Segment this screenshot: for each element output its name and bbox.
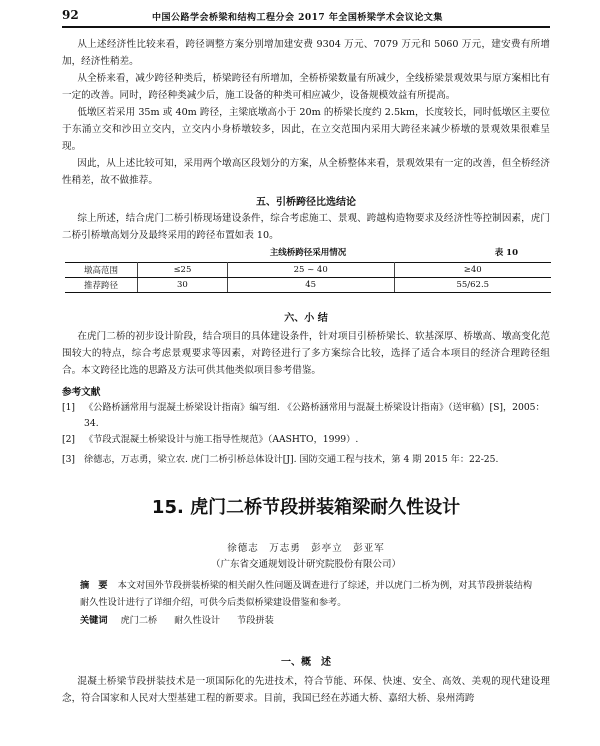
reference-text: 徐德志，万志勇，梁立农. 虎门二桥引桥总体设计[J]. 国防交通工程与技术，第 4 期 2015 年：22-25.: [84, 454, 499, 465]
article-authors: 徐德志 万志勇 彭亭立 彭亚军: [227, 543, 385, 554]
table-row: [65, 278, 551, 293]
table-cell: ≤25: [138, 263, 228, 278]
reference-text: 《公路桥涵常用与混凝土桥梁设计指南》编写组. 《公路桥涵常用与混凝土桥梁设计指南》（送审稿）[S]，2005：34.: [84, 402, 545, 429]
page-number: 92: [62, 8, 79, 22]
paragraph-landscape: 从全桥来看，减少跨径种类后，桥梁跨径有所增加，全桥桥梁数量有所减少，全线桥梁景观效果与原方案相比有一定的改善。同时，跨径种类减少后，施工设备的种类可相应减少，设备规模效益有所提高。: [62, 73, 550, 101]
article-affiliation: （广东省交通规划设计研究院股份有限公司）: [210, 559, 401, 570]
article-title: 15. 虎门二桥节段拼装箱梁耐久性设计: [151, 497, 461, 518]
keyword: 耐久性设计: [174, 615, 221, 626]
row-label: 墩高范围: [65, 263, 138, 278]
table-row: [65, 263, 551, 278]
reference-text: 《节段式混凝土桥梁设计与施工指导性规范》（AASHTO，1999）.: [84, 434, 359, 445]
page-header: [62, 8, 550, 26]
table-cell: 30: [138, 278, 228, 293]
abstract-label: 摘 要: [80, 580, 108, 591]
table-cell: 55/62.5: [394, 278, 551, 293]
keywords-label: 关键词: [80, 615, 108, 626]
paragraph-low-pier: 低墩区若采用 35m 或 40m 跨径，主梁底墩高小于 20m 的桥梁长度约 2.5km，长度较长，同时低墩区主要位于东涌立交和沙田立交内，立交内小身桥墩较多，因此，在立交范围内采用大跨径来减少桥墩的景观效果很难呈现。: [62, 107, 550, 152]
reference-number: [2]: [62, 434, 76, 445]
paragraph-economy: 从上述经济性比较来看，跨径调整方案分别增加建安费 9304 万元、7079 万元和 5060 万元，建安费有所增加，经济性稍差。: [62, 39, 550, 67]
span-table: [65, 262, 551, 293]
section-6-paragraph: 在虎门二桥的初步设计阶段，结合项目的具体建设条件，针对项目引桥桥梁长、软基深厚、桥墩高、墩高变化范围较大的特点，综合考虑景观要求等因素，对跨径进行了多方案综合比较，选择了适合本项目的经济合理跨径组合。本文跨径比选的思路及方法可供其他类似项目参考借鉴。: [62, 331, 550, 376]
table-caption: [98, 246, 518, 260]
keyword: 节段拼装: [237, 615, 274, 626]
section-6-heading: 六、小 结: [284, 313, 328, 324]
table-cell: 25 ~ 40: [227, 263, 394, 278]
table-number: 表 10: [494, 248, 518, 258]
table-title: 主线桥跨径采用情况: [269, 248, 347, 258]
intro-heading: 一、概 述: [281, 657, 331, 668]
intro-paragraph: 混凝土桥梁节段拼装技术是一项国际化的先进技术，符合节能、环保、快速、安全、高效、美观的现代建设理念，符合国家和人民对大型基建工程的新要求。目前，我国已经在苏通大桥、嘉绍大桥、泉州湾跨: [62, 676, 550, 704]
header-rule: [62, 26, 550, 28]
table-cell: 45: [227, 278, 394, 293]
section-5-heading: 五、引桥跨径比选结论: [256, 197, 356, 208]
abstract: [80, 577, 532, 611]
table-cell: ≥40: [394, 263, 551, 278]
paragraph-conclusion: 因此，从上述比较可知，采用两个墩高区段划分的方案，从全桥整体来看，景观效果有一定的改善，但全桥经济性稍差，故不做推荐。: [62, 158, 550, 186]
reference-number: [1]: [62, 402, 76, 413]
reference-number: [3]: [62, 454, 76, 465]
keyword: 虎门二桥: [120, 615, 158, 626]
abstract-text: 本文对国外节段拼装桥梁的相关耐久性问题及调查进行了综述，并以虎门二桥为例，对其节段拼装结构耐久性设计进行了详细介绍，可供今后类似桥梁建设借鉴和参考。: [80, 580, 533, 608]
row-label: 推荐跨径: [65, 278, 138, 293]
keywords: [80, 612, 532, 626]
section-5-paragraph: 综上所述，结合虎门二桥引桥现场建设条件，综合考虑施工、景观、跨越构造物要求及经济性等控制因素，虎门二桥引桥墩高划分及最终采用的跨径布置如表 10。: [62, 213, 550, 241]
references-heading: 参考文献: [62, 387, 101, 398]
running-title: 中国公路学会桥梁和结构工程分会 2017 年全国桥梁学术会议论文集: [152, 13, 443, 23]
